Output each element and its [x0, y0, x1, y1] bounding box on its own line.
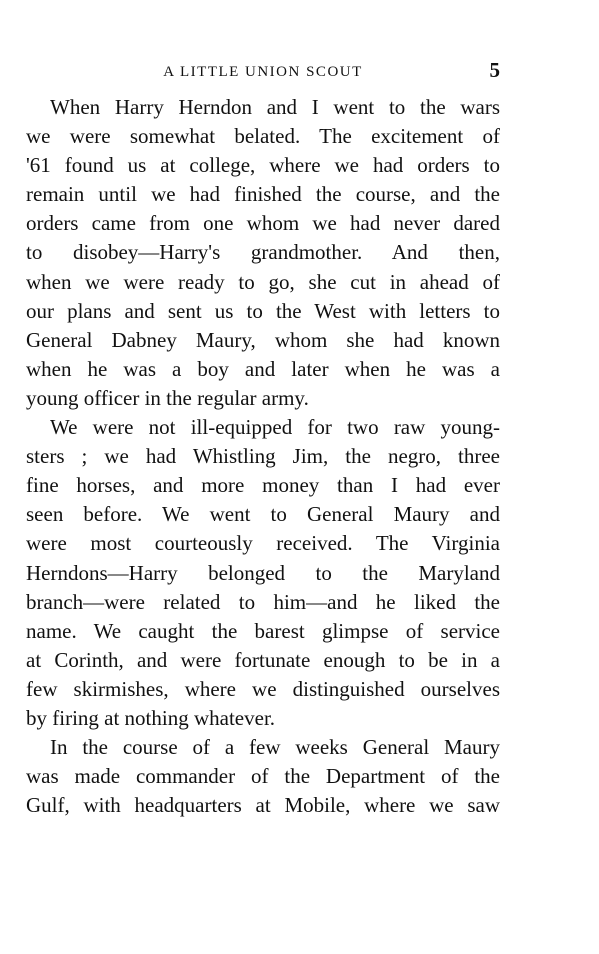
text-line: sters ; we had Whistling Jim, the negro, three	[26, 444, 500, 469]
text-line: When Harry Herndon and I went to the wars	[50, 95, 500, 119]
text-line: Gulf, with headquarters at Mobile, where we saw	[26, 793, 500, 818]
body-text	[26, 93, 500, 820]
text-line: '61 found us at college, where we had orders to	[26, 153, 500, 178]
text-line: branch—were related to him—and he liked the	[26, 589, 500, 614]
text-line: In the course of a few weeks General Maury	[50, 735, 500, 760]
text-line: at Corinth, and were fortunate enough to be in a	[26, 647, 500, 672]
page-header	[26, 58, 500, 88]
text-line: by firing at nothing whatever.	[26, 705, 276, 730]
running-title: A LITTLE UNION SCOUT	[163, 64, 363, 80]
text-line: we were somewhat belated. The excitement of	[26, 124, 500, 149]
page-number: 5	[489, 58, 500, 82]
text-line: name. We caught the barest glimpse of service	[26, 618, 500, 643]
text-line: orders came from one whom we had never dared	[26, 211, 500, 236]
text-line: when we were ready to go, she cut in ahead of	[26, 269, 500, 294]
text-line: remain until we had finished the course, and the	[26, 182, 500, 207]
text-line: to disobey—Harry's grandmother. And then,	[26, 240, 500, 265]
text-line: our plans and sent us to the West with letters to	[26, 298, 500, 323]
text-line: We were not ill-equipped for two raw young-	[50, 415, 500, 440]
text-line: when he was a boy and later when he was a	[26, 356, 500, 381]
text-line: were most courteously received. The Virginia	[26, 531, 500, 556]
text-line: Herndons—Harry belonged to the Maryland	[26, 560, 500, 585]
text-line: fine horses, and more money than I had ever	[26, 473, 500, 498]
text-line: seen before. We went to General Maury and	[26, 502, 500, 527]
text-line: was made commander of the Department of the	[26, 764, 500, 789]
text-line: young officer in the regular army.	[26, 385, 309, 410]
text-line: few skirmishes, where we distinguished ourselves	[26, 676, 500, 701]
text-line: General Dabney Maury, whom she had known	[26, 327, 500, 352]
